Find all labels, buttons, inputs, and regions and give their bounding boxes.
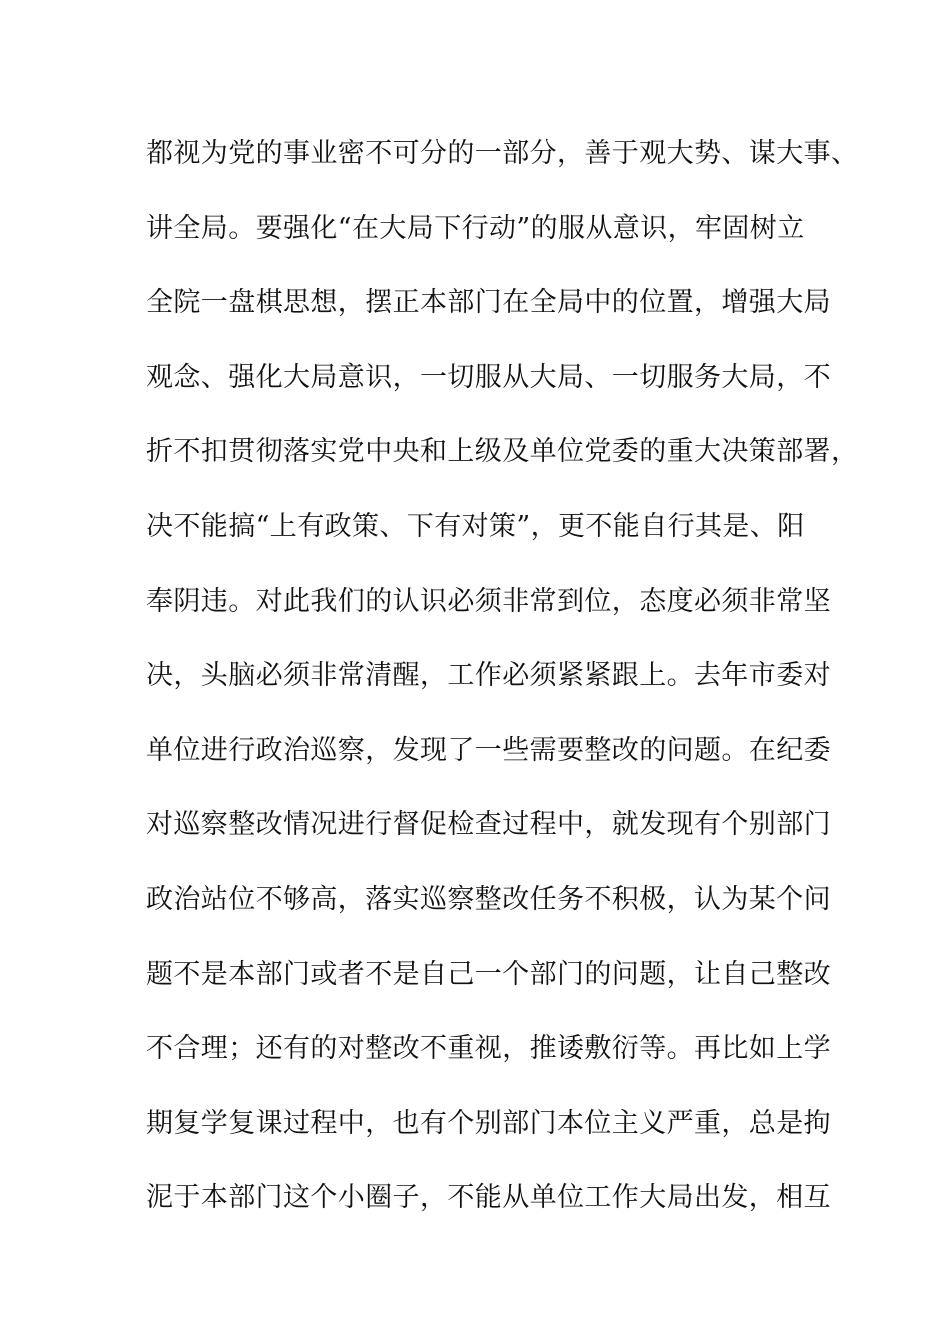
text-line: 对巡察整改情况进行督促检查过程中，就发现有个别部门 bbox=[146, 809, 831, 841]
text-line: 观念、强化大局意识，一切服从大局、一切服务大局，不 bbox=[146, 361, 831, 393]
text-line: 都视为党的事业密不可分的一部分，善于观大势、谋大事、 bbox=[146, 138, 859, 169]
text-line: 决，头脑必须非常清醒，工作必须紧紧跟上。去年市委对 bbox=[146, 660, 831, 692]
text-line: 折不扣贯彻落实党中央和上级及单位党委的重大决策部署， bbox=[146, 436, 859, 468]
text-line: 单位进行政治巡察，发现了一些需要整改的问题。在纪委 bbox=[146, 734, 831, 766]
body-text bbox=[146, 134, 859, 1253]
text-line: 泥于本部门这个小圈子，不能从单位工作大局出发，相互 bbox=[146, 1182, 831, 1214]
text-line: 全院一盘棋思想，摆正本部门在全局中的位置，增强大局 bbox=[146, 287, 831, 319]
text-line: 讲全局。要强化“在大局下行动”的服从意识，牢固树立 bbox=[146, 212, 805, 244]
text-line: 决不能搞“上有政策、下有对策”，更不能自行其是、阳 bbox=[146, 510, 805, 542]
text-line: 奉阴违。对此我们的认识必须非常到位，态度必须非常坚 bbox=[146, 585, 831, 617]
text-line: 期复学复课过程中，也有个别部门本位主义严重，总是拘 bbox=[146, 1107, 831, 1139]
text-line: 政治站位不够高，落实巡察整改任务不积极，认为某个问 bbox=[146, 883, 831, 915]
text-line: 题不是本部门或者不是自己一个部门的问题，让自己整改 bbox=[146, 958, 831, 990]
text-line: 不合理；还有的对整改不重视，推诿敷衍等。再比如上学 bbox=[146, 1033, 831, 1065]
